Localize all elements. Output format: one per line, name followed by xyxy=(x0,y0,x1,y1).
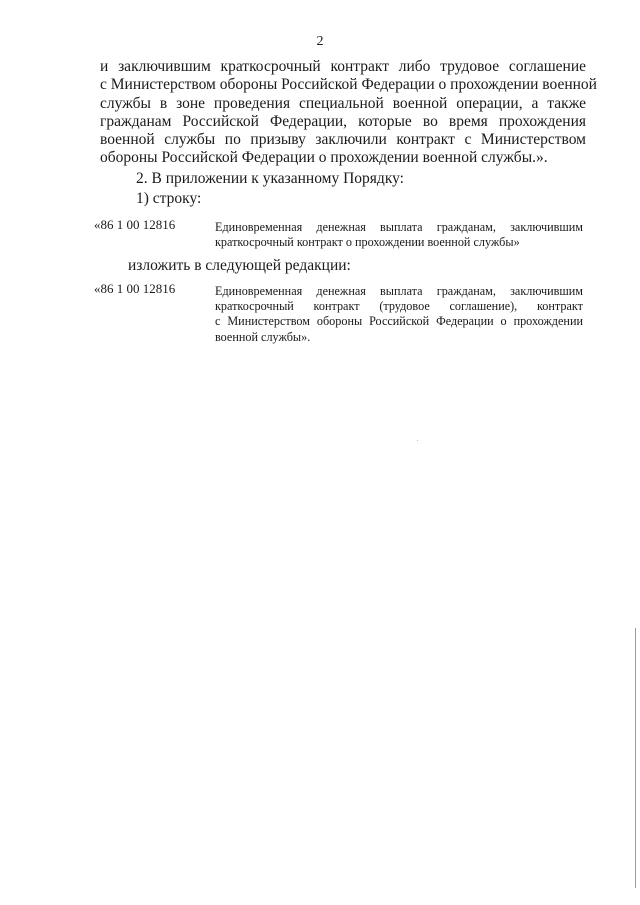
paragraph-line: службы в зоне проведения специальной военной операции, а также xyxy=(100,94,586,112)
old-row-code: «86 1 00 12816 xyxy=(94,217,176,232)
paragraph-line: и заключившим краткосрочный контракт либо трудовое соглашение xyxy=(100,58,586,75)
description-line: военной службы». xyxy=(215,329,311,344)
paragraph-line: военной службы по призыву заключили контракт с Министерством xyxy=(100,131,586,149)
item-2-1-heading: 1) строку: xyxy=(136,190,202,207)
continuation-paragraph xyxy=(100,58,597,168)
instruction-text: изложить в следующей редакции: xyxy=(128,257,351,274)
paragraph-line: с Министерством обороны Российской Федерации о прохождении военной xyxy=(100,76,597,94)
description-line: Единовременная денежная выплата гражданам, заключившим xyxy=(215,220,583,234)
item-2-heading: 2. В приложении к указанному Порядку: xyxy=(136,170,404,187)
description-line: краткосрочный контракт (трудовое соглашение), контракт xyxy=(215,299,583,314)
scan-edge-mark xyxy=(635,628,636,888)
description-line: краткосрочный контракт о прохождении военной службы» xyxy=(215,235,520,250)
new-row-description xyxy=(215,284,583,345)
paragraph-line: гражданам Российской Федерации, которые во время прохождения xyxy=(100,112,586,130)
paragraph-line: обороны Российской Федерации о прохождении военной службы.». xyxy=(100,149,548,167)
description-line: с Министерством обороны Российской Федерации о прохождении xyxy=(215,314,583,329)
scan-artifact-dot xyxy=(417,440,418,441)
old-row-description xyxy=(215,220,583,250)
description-line: Единовременная денежная выплата гражданам, заключившим xyxy=(215,284,583,298)
new-row-code: «86 1 00 12816 xyxy=(94,281,176,296)
page-number: 2 xyxy=(316,34,324,49)
